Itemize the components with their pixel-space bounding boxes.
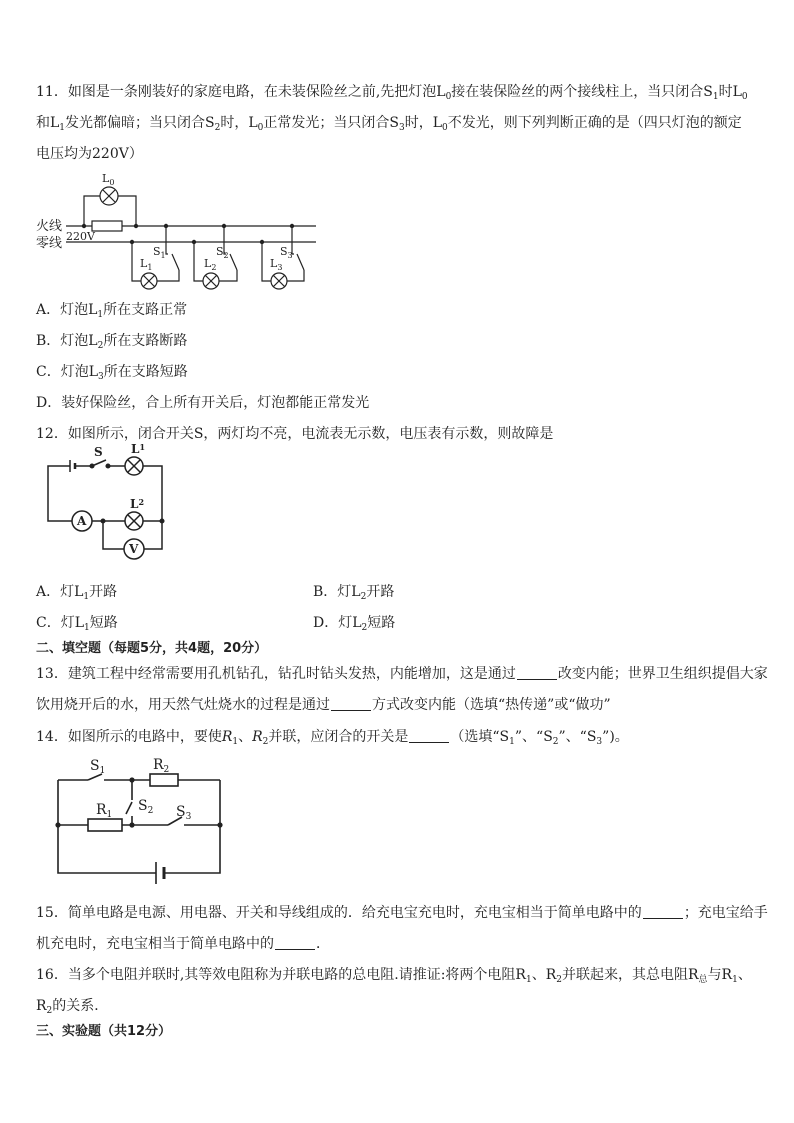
q11-line-3: 电压均为220V） [36,146,143,162]
q13-blank-2[interactable] [331,696,371,711]
l3-label: $L_3$ [270,257,283,272]
s3-label: $S_3$ [176,804,192,822]
q13-line-1: 13．建筑工程中经常需要用孔机钻孔，钻孔时钻头发热，内能增加，这是通过 改变内能；世界卫生组织提倡大家 [36,666,768,682]
q13-blank-1[interactable] [517,665,557,680]
live-wire-label: 火线 [36,219,63,234]
q11-option-d: D．装好保险丝，合上所有开关后，灯泡都能正常发光 [36,395,370,411]
q12-option-b: B．灯$L_2$开路 [313,584,395,602]
q11-household-circuit-diagram [36,170,326,295]
q12-stem: 12．如图所示，闭合开关S，两灯均不亮，电流表无示数，电压表有示数，则故障是 [36,426,554,442]
q14-blank[interactable] [409,728,449,743]
q11-option-b: B．灯泡$L_2$所在支路断路 [36,333,188,351]
s2-label: $S_2$ [216,245,229,260]
q12-option-d: D．灯$L_2$短路 [313,615,396,633]
ammeter-label: A [77,514,87,528]
l2-label: $L^2$ [130,497,145,511]
q16-line-2: $R_2$的关系． [36,998,109,1016]
q11-option-a: A．灯泡$L_1$所在支路正常 [36,302,188,320]
l1-label: $L_1$ [140,257,153,272]
q12-option-a: A．灯$L_1$开路 [36,584,118,602]
q13-line-2: 饮用烧开后的水，用天然气灶烧水的过程是通过 方式改变内能（选填“热传递”或“做功” [36,697,611,713]
l2-label: $L_2$ [204,257,217,272]
l1-label: $L^1$ [131,442,146,456]
s1-label: $S_1$ [90,758,106,776]
q14-circuit-diagram [50,757,225,890]
q11-option-c: C．灯泡$L_3$所在支路短路 [36,364,188,382]
q12-circuit-diagram [40,442,170,563]
s1-label: $S_1$ [153,245,166,260]
q15-blank-1[interactable] [643,904,683,919]
q15-line-1: 15．简单电路是电源、用电器、开关和导线组成的．给充电宝充电时，充电宝相当于简单电路中的 ；充电宝给手 [36,905,768,921]
q12-option-c: C．灯$L_1$短路 [36,615,118,633]
l0-label: $L_0$ [102,172,115,187]
neutral-wire-label: 零线 [36,236,63,251]
q16-line-1: 16．当多个电阻并联时,其等效电阻称为并联电路的总电阻.请推证:将两个电阻$R_1$、$R_2$并联起来，其总电阻$R_总$与$R_1$、 [36,967,752,985]
r1-label: $R_1$ [96,802,113,820]
switch-s-label: S [94,445,103,459]
q14-stem: 14．如图所示的电路中，要使$R_1$、$R_2$并联，应闭合的开关是 （选填“$S_1$”、“$S_2$”、“$S_3$”)。 [36,729,629,747]
section-3-heading: 三、实验题（共12分） [36,1024,172,1039]
q15-blank-2[interactable] [275,935,315,950]
q11-line-1: 11．如图是一条刚装好的家庭电路，在未装保险丝之前,先把灯泡$L_0$接在装保险丝的两个接线柱上，当只闭合$S_1$时$L_0$ [36,84,748,102]
voltage-label: 220V [66,230,95,243]
s3-label: $S_3$ [280,245,293,260]
s2-label: $S_2$ [138,798,154,816]
voltmeter-label: V [129,542,139,556]
r2-label: $R_2$ [153,757,170,775]
section-2-heading: 二、填空题（每题5分，共4题，20分） [36,641,268,656]
q11-line-2: 和$L_1$发光都偏暗；当只闭合$S_2$时，$L_0$正常发光；当只闭合$S_3$时，$L_0$不发光，则下列判断正确的是（四只灯泡的额定 [36,115,742,133]
q15-line-2: 机充电时，充电宝相当于简单电路中的 ． [36,936,330,952]
